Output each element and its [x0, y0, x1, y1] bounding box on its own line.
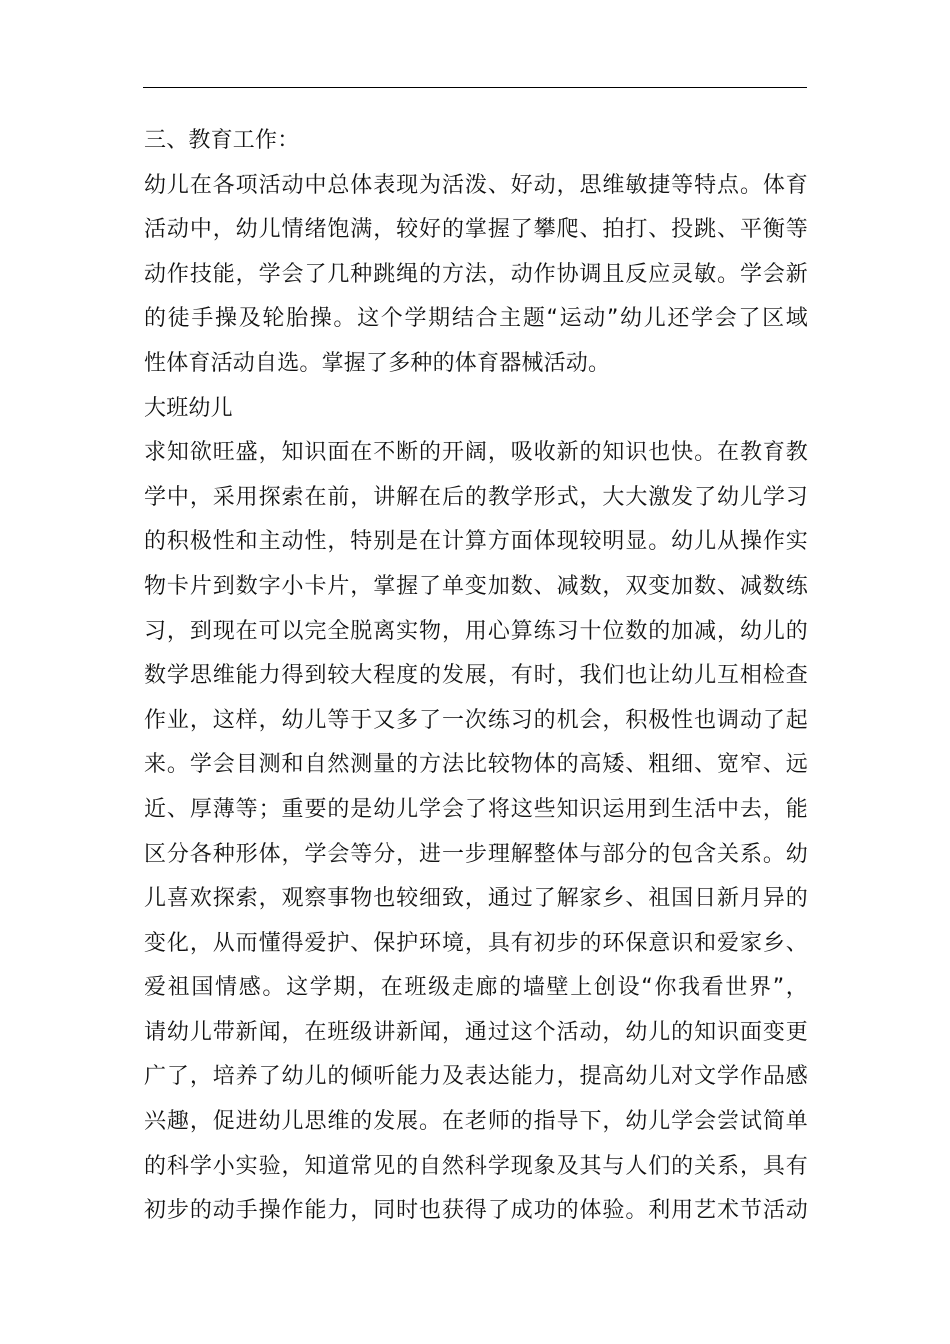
- paragraph-senior-class: [144, 431, 808, 1234]
- document-body: [144, 119, 808, 1234]
- text-line: 的积极性和主动性，特别是在计算方面体现较明显。幼儿从操作实: [144, 529, 808, 555]
- text-line: 变化，从而懂得爱护、保护环境，具有初步的环保意识和爱家乡、: [144, 930, 808, 956]
- text-line: 活动中，幼儿情绪饱满，较好的掌握了攀爬、拍打、投跳、平衡等: [144, 217, 808, 243]
- text-line: 兴趣，促进幼儿思维的发展。在老师的指导下，幼儿学会尝试简单: [144, 1109, 808, 1135]
- text-line: 区分各种形体，学会等分，进一步理解整体与部分的包含关系。幼: [144, 841, 808, 867]
- paragraph-pe: [144, 164, 808, 387]
- text-line: 的科学小实验，知道常见的自然科学现象及其与人们的关系，具有: [144, 1153, 808, 1179]
- text-line: 广了，培养了幼儿的倾听能力及表达能力，提高幼儿对文学作品感: [144, 1064, 808, 1090]
- text-line: 的徒手操及轮胎操。这个学期结合主题“运动”幼儿还学会了区域: [144, 306, 808, 332]
- text-line: 学中，采用探索在前，讲解在后的教学形式，大大激发了幼儿学习: [144, 484, 808, 510]
- text-line: 性体育活动自选。掌握了多种的体育器械活动。: [144, 350, 611, 376]
- text-line: 习，到现在可以完全脱离实物，用心算练习十位数的加减，幼儿的: [144, 618, 808, 644]
- subheading: 大班幼儿: [144, 395, 233, 421]
- header-rule: [143, 87, 807, 88]
- text-line: 幼儿在各项活动中总体表现为活泼、好动，思维敏捷等特点。体育: [144, 172, 808, 198]
- text-line: 求知欲旺盛，知识面在不断的开阔，吸收新的知识也快。在教育教: [144, 440, 808, 466]
- text-line: 作业，这样，幼儿等于又多了一次练习的机会，积极性也调动了起: [144, 707, 808, 733]
- text-line: 数学思维能力得到较大程度的发展，有时，我们也让幼儿互相检查: [144, 663, 808, 689]
- text-line: 请幼儿带新闻，在班级讲新闻，通过这个活动，幼儿的知识面变更: [144, 1019, 808, 1045]
- text-line: 儿喜欢探索，观察事物也较细致，通过了解家乡、祖国日新月异的: [144, 886, 808, 912]
- text-line: 爱祖国情感。这学期，在班级走廊的墙壁上创设“你我看世界”，: [144, 975, 808, 1001]
- section-heading: 三、教育工作：: [144, 128, 300, 153]
- text-line: 初步的动手操作能力，同时也获得了成功的体验。利用艺术节活动: [144, 1198, 808, 1224]
- text-line: 近、厚薄等；重要的是幼儿学会了将这些知识运用到生活中去，能: [144, 796, 808, 822]
- text-line: 来。学会目测和自然测量的方法比较物体的高矮、粗细、宽窄、远: [144, 752, 808, 778]
- text-line: 物卡片到数字小卡片，掌握了单变加数、减数，双变加数、减数练: [144, 573, 808, 599]
- text-line: 动作技能，学会了几种跳绳的方法，动作协调且反应灵敏。学会新: [144, 261, 808, 287]
